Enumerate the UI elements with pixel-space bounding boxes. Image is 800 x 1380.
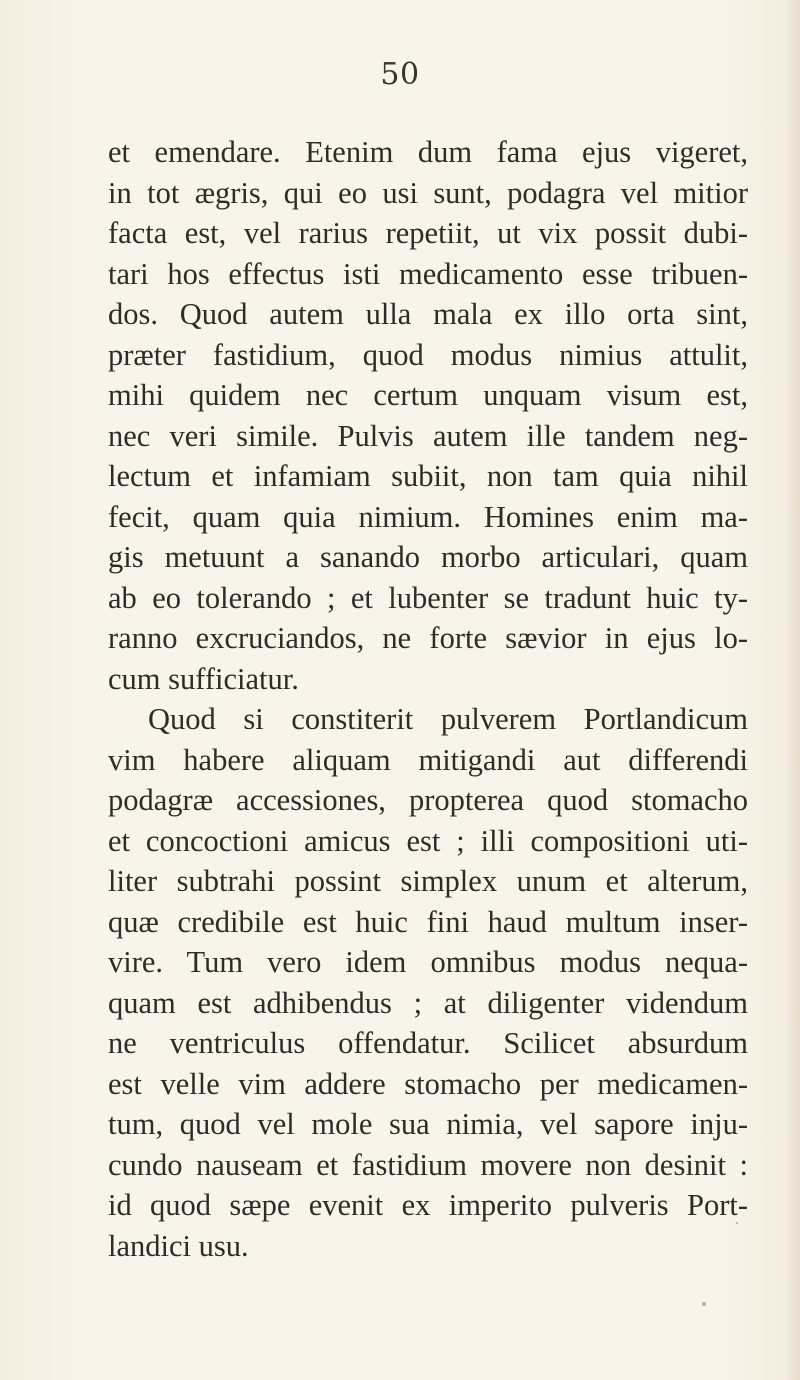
text-line: Quod si constiterit pulverem Portlandicum [148,702,748,736]
text-line: ranno excruciandos, ne forte sævior in ejus lo- [108,621,748,655]
text-line: est velle vim addere stomacho per medicamen- [108,1066,748,1101]
text-line: podagræ accessiones, propterea quod stomacho [108,783,748,817]
text-line: tum, quod vel mole sua nimia, vel sapore inju- [108,1107,748,1141]
text-line: facta est, vel rarius repetiit, ut vix possit dubi- [108,216,748,250]
text-line: liter subtrahi possint simplex unum et alterum, [108,864,748,898]
text-line: cum sufficiatur. [108,661,299,696]
text-line: landici usu. [108,1228,249,1263]
page-number: 50 [380,57,420,92]
page-edge-shadow [786,0,800,1380]
text-line: id quod sæpe evenit ex imperito pulveris Port- [108,1188,748,1222]
paragraph-1 [108,132,748,699]
text-line: ab eo tolerando ; et lubenter se tradunt huic ty- [108,580,748,615]
ink-speck [736,1222,738,1224]
text-line: lectum et infamiam subiit, non tam quia nihil [108,459,748,493]
text-line: nec veri simile. Pulvis autem ille tandem neg- [108,418,748,453]
text-line: vim habere aliquam mitigandi aut differendi [108,742,748,777]
text-line: præter fastidium, quod modus nimius attulit, [108,337,748,372]
text-line: ne ventriculus offendatur. Scilicet absurdum [108,1026,748,1060]
text-line: mihi quidem nec certum unquam visum est, [108,378,748,412]
text-line: quæ credibile est huic fini haud multum inser- [108,904,748,939]
text-line: fecit, quam quia nimium. Homines enim ma- [108,499,748,534]
paragraph-2 [108,699,748,1266]
text-line: dos. Quod autem ulla mala ex illo orta sint, [108,297,748,331]
text-line: in tot ægris, qui eo usi sunt, podagra vel mitior [108,175,748,210]
text-line: vire. Tum vero idem omnibus modus nequa- [108,945,748,979]
body-text [108,132,748,1266]
text-line: gis metuunt a sanando morbo articulari, quam [108,540,748,574]
ink-speck [702,1302,706,1306]
text-line: et concoctioni amicus est ; illi compositioni uti- [108,823,748,858]
text-line: tari hos effectus isti medicamento esse tribuen- [108,256,748,291]
text-line: cundo nauseam et fastidium movere non desinit : [108,1147,748,1182]
text-line: et emendare. Etenim dum fama ejus vigeret, [108,135,748,169]
text-line: quam est adhibendus ; at diligenter videndum [108,985,748,1020]
